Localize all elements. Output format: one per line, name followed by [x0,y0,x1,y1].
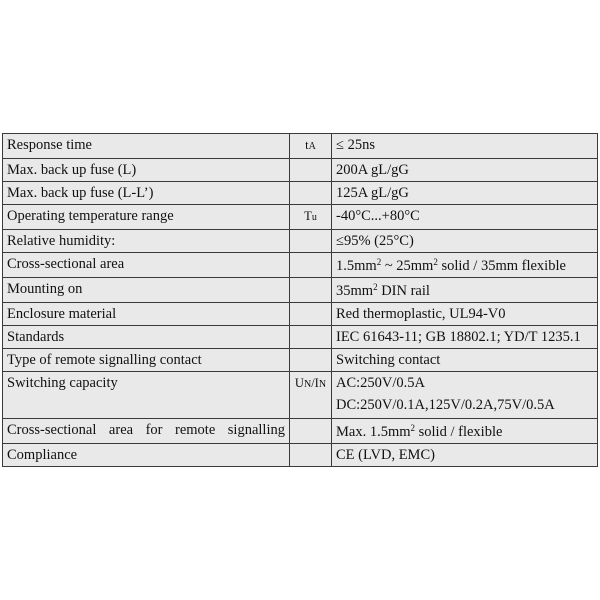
spec-value: CE (LVD, EMC) [332,444,598,467]
spec-name: Type of remote signalling contact [3,349,290,372]
spec-value: $1.5mm^2$ ~ $25mm^2$ solid / 35mm flexible [332,253,598,278]
table-row [3,182,598,205]
table-row [3,444,598,467]
spec-symbol [290,349,332,372]
spec-name: Standards [3,326,290,349]
spec-symbol [290,303,332,326]
table-row [3,159,598,182]
spec-symbol: UN/IN [290,372,332,419]
spec-name: Cross-sectional area [3,253,290,278]
spec-name: Response time [3,134,290,159]
specification-table [2,133,598,467]
spec-symbol [290,419,332,444]
spec-value: $35mm^2$ DIN rail [332,278,598,303]
table-row [3,326,598,349]
table-row [3,230,598,253]
spec-value: ≤ 25ns [332,134,598,159]
table-row [3,419,598,444]
table-row [3,303,598,326]
spec-value: 200A gL/gG [332,159,598,182]
spec-symbol [290,159,332,182]
spec-name: Compliance [3,444,290,467]
spec-symbol: tA [290,134,332,159]
spec-value: AC:250V/0.5A DC:250V/0.1A,125V/0.2A,75V/0.5A [332,372,598,419]
table-row [3,349,598,372]
spec-symbol [290,326,332,349]
spec-name: Mounting on [3,278,290,303]
spec-value: ≤95% (25°C) [332,230,598,253]
spec-value: Max. $1.5mm^2$ solid / flexible [332,419,598,444]
spec-name: Switching capacity [3,372,290,419]
spec-symbol [290,182,332,205]
spec-name: Enclosure material [3,303,290,326]
spec-name: Max. back up fuse (L) [3,159,290,182]
table-row [3,205,598,230]
table-row [3,278,598,303]
spec-symbol [290,230,332,253]
spec-value: 125A gL/gG [332,182,598,205]
spec-symbol [290,444,332,467]
table-row [3,372,598,419]
table-row [3,253,598,278]
spec-value: Red thermoplastic, UL94-V0 [332,303,598,326]
spec-name: Relative humidity: [3,230,290,253]
spec-value: IEC 61643-11; GB 18802.1; YD/T 1235.1 [332,326,598,349]
spec-name: Cross-sectional area for remote signalling [3,419,290,444]
spec-value: Switching contact [332,349,598,372]
spec-symbol [290,253,332,278]
spec-symbol [290,278,332,303]
table-row [3,134,598,159]
spec-name: Max. back up fuse (L-L’) [3,182,290,205]
spec-value: -40°C...+80°C [332,205,598,230]
spec-name: Operating temperature range [3,205,290,230]
spec-symbol: Tu [290,205,332,230]
